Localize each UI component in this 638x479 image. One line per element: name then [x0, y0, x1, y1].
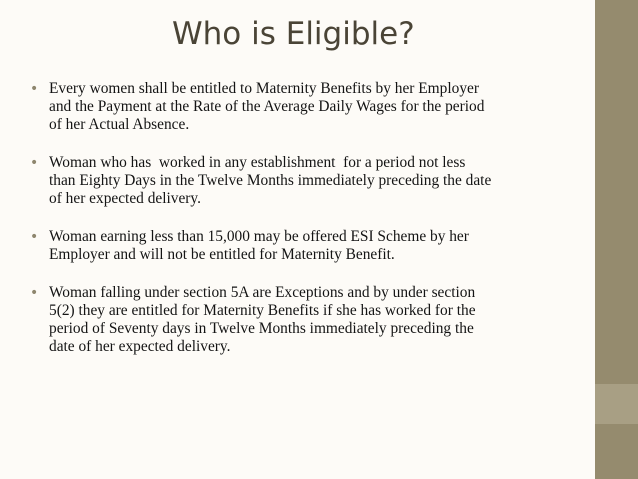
bullet-text-line: Woman falling under section 5A are Exceptions and by under section — [49, 284, 476, 301]
bullet-list — [30, 80, 590, 376]
bullet-dot-icon: • — [30, 229, 39, 245]
bullet-text-line: of her expected delivery. — [49, 190, 201, 207]
bullet-text-line: 5(2) they are entitled for Maternity Benefits if she has worked for the — [49, 302, 476, 319]
side-accent-band-lower — [595, 384, 638, 424]
bullet-text-line: of her Actual Absence. — [49, 116, 190, 133]
bullet-dot-icon: • — [30, 285, 39, 301]
bullet-text-line: period of Seventy days in Twelve Months immediately preceding the — [49, 320, 474, 337]
bullet-item-esi-scheme — [30, 228, 590, 264]
bullet-item-section-5a — [30, 284, 590, 356]
bullet-text-line: than Eighty Days in the Twelve Months immediately preceding the date — [49, 172, 492, 189]
bullet-text-line: and the Payment at the Rate of the Average Daily Wages for the period — [49, 98, 485, 115]
bullet-item-maternity-entitlement — [30, 80, 590, 134]
bullet-text-line: Every women shall be entitled to Maternity Benefits by her Employer — [49, 80, 479, 97]
bullet-dot-icon: • — [30, 155, 39, 171]
bullet-item-eighty-days — [30, 154, 590, 208]
bullet-text-line: Woman earning less than 15,000 may be offered ESI Scheme by her — [49, 228, 469, 245]
bullet-text-line: Employer and will not be entitled for Maternity Benefit. — [49, 246, 395, 263]
bullet-text-line: Woman who has worked in any establishment for a period not less — [49, 154, 466, 171]
bullet-dot-icon: • — [30, 81, 39, 97]
slide-title: Who is Eligible? — [172, 16, 415, 52]
bullet-text-line: date of her expected delivery. — [49, 338, 231, 355]
